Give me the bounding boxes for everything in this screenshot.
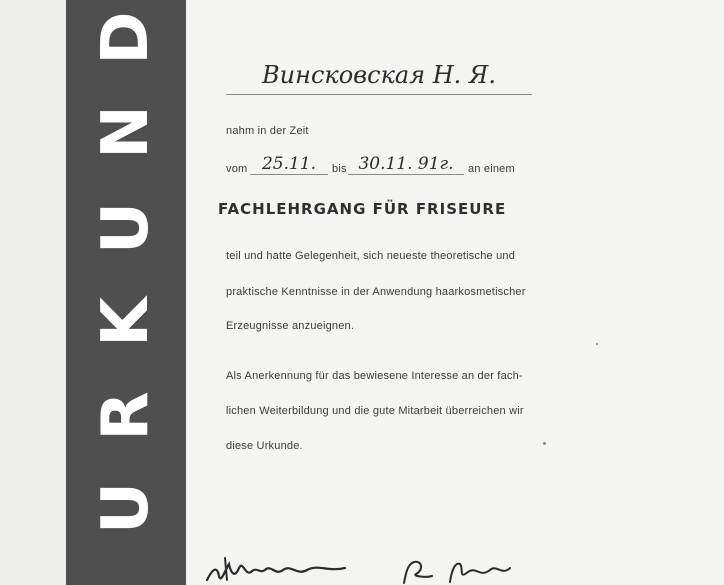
paragraph-line: praktische Kenntnisse in der Anwendung haarkosmetischer	[226, 286, 526, 298]
band-letter: U	[89, 482, 163, 534]
paragraph-line: lichen Weiterbildung und die gute Mitarbeit überreichen wir	[226, 405, 524, 417]
left-margin	[0, 0, 66, 585]
paragraph-line: Als Anerkennung für das bewiesene Interesse an der fach-	[226, 370, 523, 382]
band-letter: D	[89, 11, 163, 65]
paragraph-line: teil und hatte Gelegenheit, sich neueste theoretische und	[226, 250, 516, 262]
band-letter: K	[89, 297, 163, 347]
paragraph-line: diese Urkunde.	[226, 440, 303, 452]
vom-label: vom	[226, 163, 248, 175]
band-letter: U	[89, 202, 163, 254]
bis-label: bis	[332, 163, 347, 175]
paper-speck	[543, 442, 546, 445]
date-from: 25.11.	[250, 154, 328, 175]
intro-text: nahm in der Zeit	[226, 125, 309, 137]
recipient-name: Винсковская Н. Я.	[226, 56, 532, 95]
date-to: 30.11. 91г.	[348, 154, 464, 175]
signature-left	[205, 550, 365, 585]
band-letter: R	[89, 391, 163, 441]
paper-speck	[596, 343, 598, 345]
an-einem-label: an einem	[468, 163, 515, 175]
course-title: FACHLEHRGANG FÜR FRISEURE	[218, 200, 507, 218]
paragraph-line: Erzeugnisse anzueignen.	[226, 320, 355, 332]
vertical-title-band	[66, 0, 186, 585]
signature-right	[398, 558, 538, 585]
band-letter: N	[89, 105, 163, 159]
